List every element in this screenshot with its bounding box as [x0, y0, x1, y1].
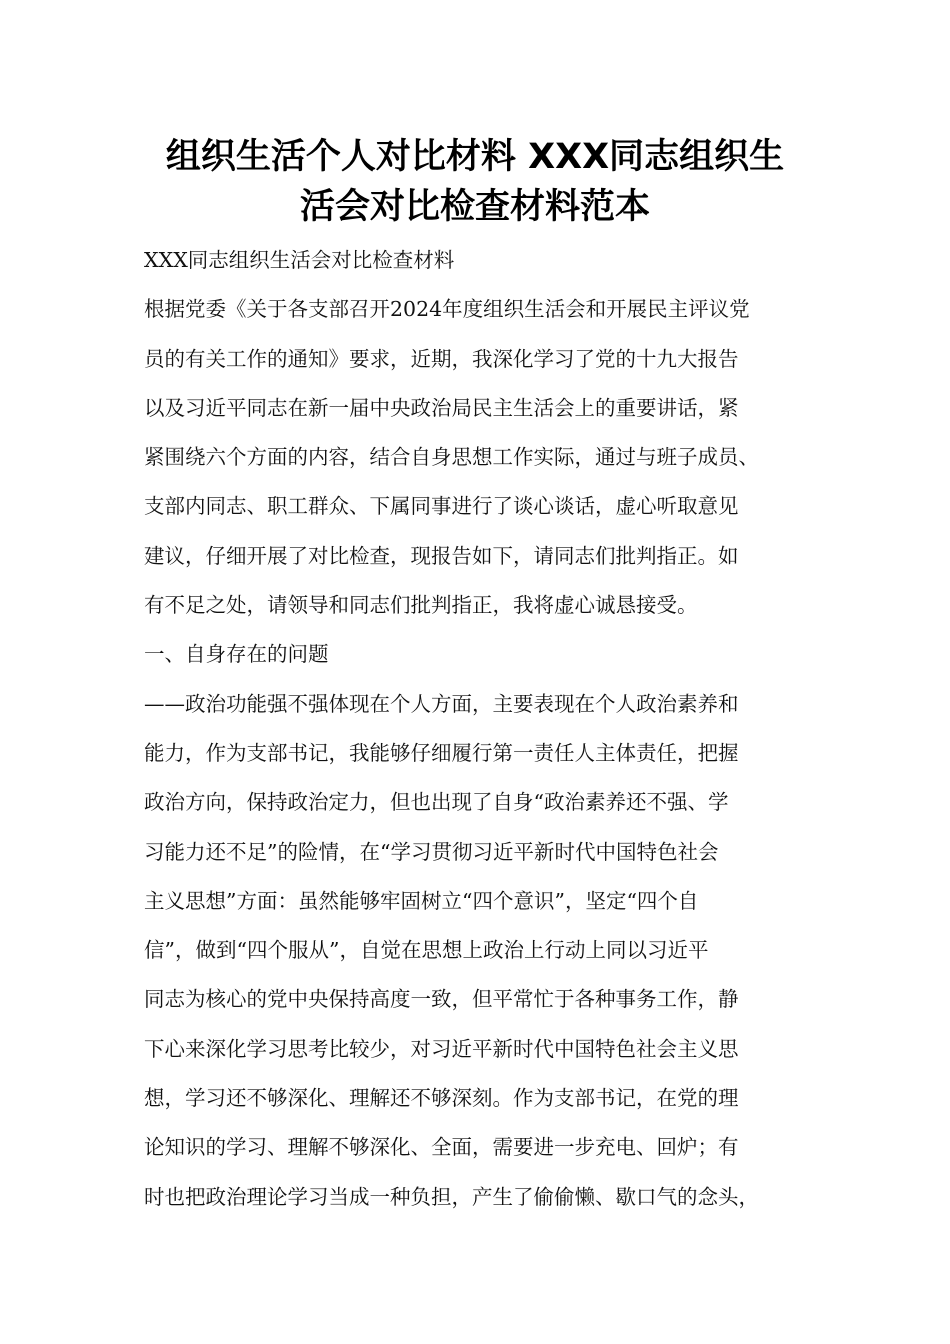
text-line: 下心来深化学习思考比较少，对习近平新时代中国特色社会主义思 [144, 1036, 739, 1061]
text-line: 以及习近平同志在新一届中央政治局民主生活会上的重要讲话，紧 [144, 395, 739, 420]
text-line: 根据党委《关于各支部召开2024年度组织生活会和开展民主评议党 [144, 297, 750, 322]
subtitle-paragraph [144, 236, 824, 285]
text-line: 有不足之处，请领导和同志们批判指正，我将虚心诚恳接受。 [144, 593, 698, 618]
text-line: 支部内同志、职工群众、下属同事进行了谈心谈话，虚心听取意见 [144, 494, 739, 519]
text-line: 能力，作为支部书记，我能够仔细履行第一责任人主体责任，把握 [144, 740, 739, 765]
text-line: 员的有关工作的通知》要求，近期，我深化学习了党的十九大报告 [144, 346, 739, 371]
document-title [100, 132, 850, 232]
text-line: 同志为核心的党中央保持高度一致，但平常忙于各种事务工作，静 [144, 987, 739, 1012]
text-line: 紧围绕六个方面的内容，结合自身思想工作实际，通过与班子成员、 [144, 445, 759, 470]
text-line: 论知识的学习、理解不够深化、全面，需要进一步充电、回炉；有 [144, 1135, 739, 1160]
title-line: 组织生活个人对比材料 XXX同志组织生 [165, 137, 785, 177]
section-heading [144, 630, 824, 679]
text-line: XXX同志组织生活会对比检查材料 [144, 248, 455, 272]
text-line: 想，学习还不够深化、理解还不够深刻。作为支部书记，在党的理 [144, 1086, 739, 1111]
section-paragraph [144, 680, 824, 1222]
text-line: ——政治功能强不强体现在个人方面，主要表现在个人政治素养和 [144, 691, 739, 716]
text-line: 时也把政治理论学习当成一种负担，产生了偷偷懒、歇口气的念头， [144, 1184, 759, 1209]
text-line: 政治方向，保持政治定力，但也出现了自身“政治素养还不强、学 [144, 790, 729, 815]
intro-paragraph [144, 285, 824, 630]
document-body [144, 236, 824, 1222]
text-line: 一、自身存在的问题 [144, 642, 329, 667]
text-line: 信”，做到“四个服从”，自觉在思想上政治上行动上同以习近平 [144, 938, 709, 963]
text-line: 习能力还不足”的险情，在“学习贯彻习近平新时代中国特色社会 [144, 839, 719, 864]
title-line: 活会对比检查材料范本 [299, 187, 650, 227]
text-line: 主义思想”方面：虽然能够牢固树立“四个意识”，坚定“四个自 [144, 888, 699, 913]
text-line: 建议，仔细开展了对比检查，现报告如下，请同志们批判指正。如 [144, 543, 739, 568]
